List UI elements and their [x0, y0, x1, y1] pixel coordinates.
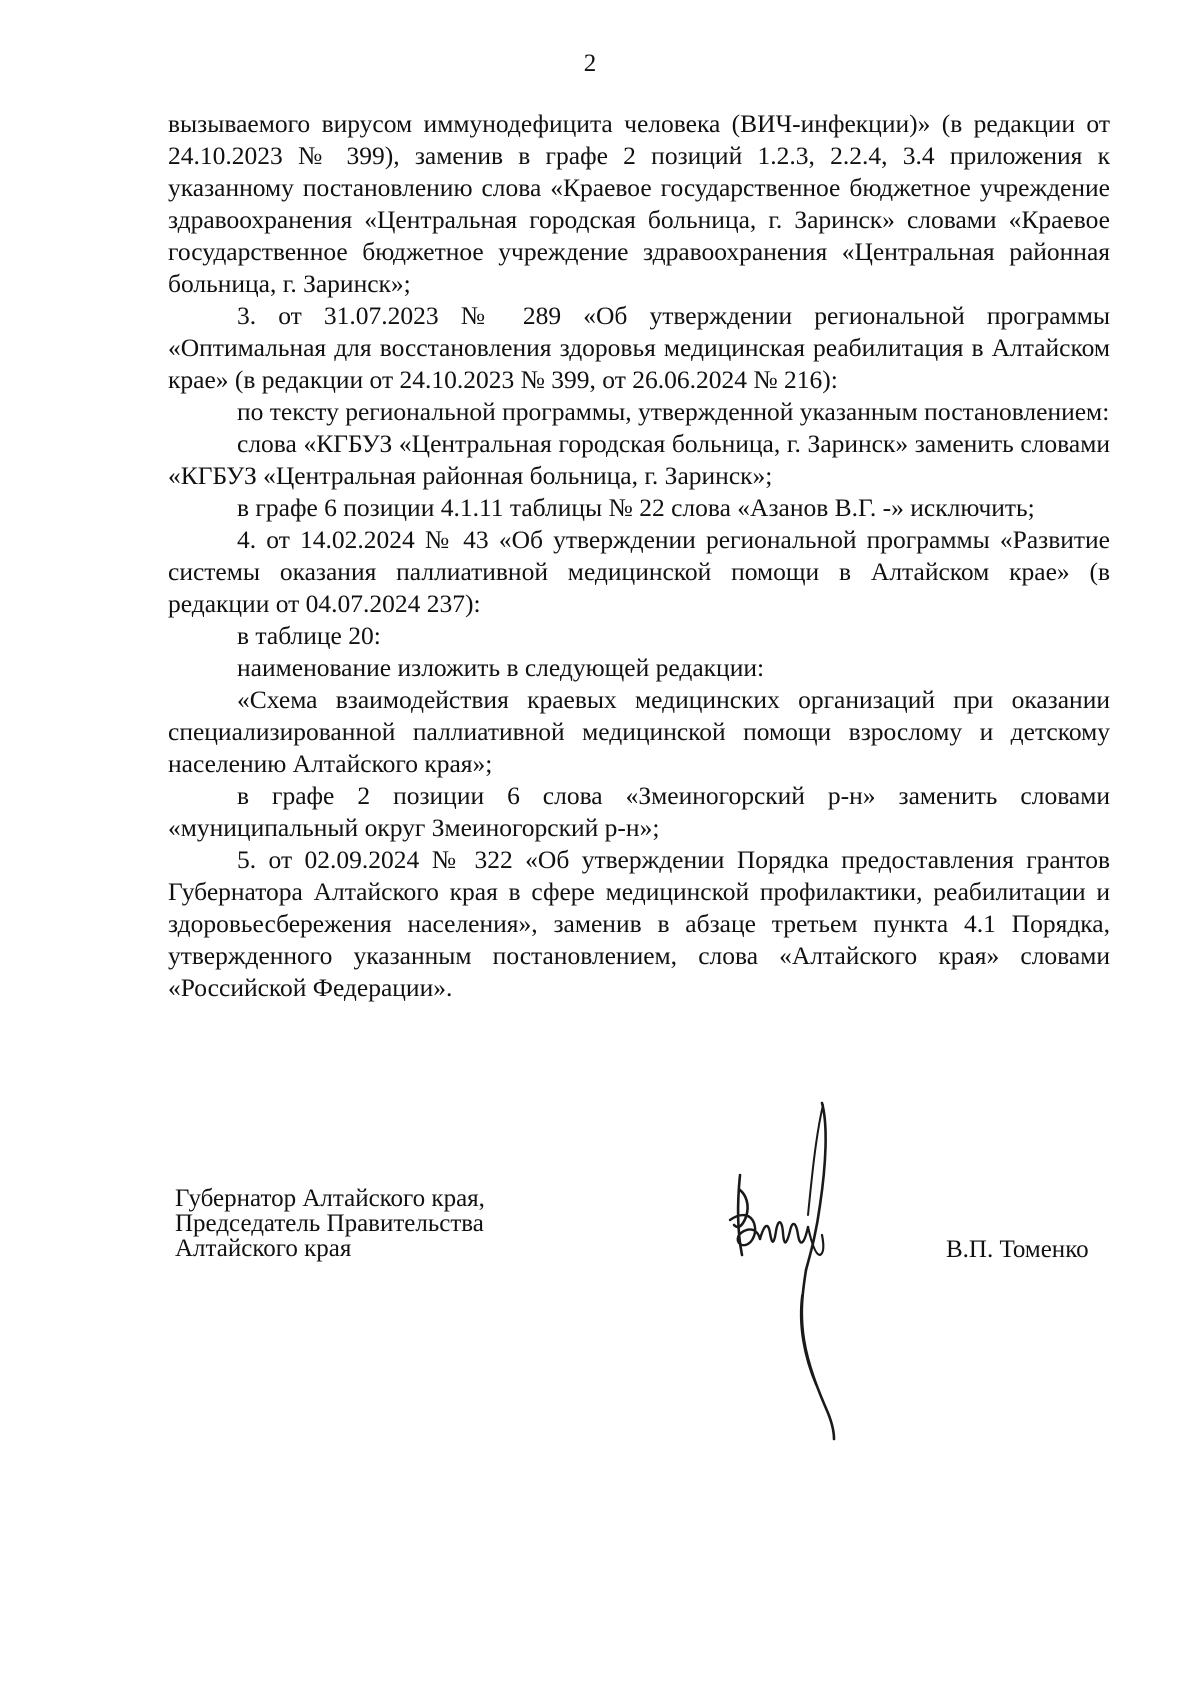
- paragraph: в графе 2 позиции 6 слова «Змеиногорский р-н» заменить словами «муниципальный округ Змеиногорский р-н»;: [168, 781, 1110, 842]
- paragraph: 4. от 14.02.2024 № 43 «Об утверждении региональной программы «Развитие системы оказания паллиативной медицинской помощи в Алтайском крае» (в редакции от 04.07.2024 237):: [168, 525, 1110, 618]
- signer-position-line: Председатель Правительства: [175, 1210, 484, 1237]
- paragraph: вызываемого вирусом иммунодефицита человека (ВИЧ-инфекции)» (в редакции от 24.10.2023 № 399), заменив в графе 2 позиций 1.2.3, 2.2.4, 3.4 приложения к указанному постановлению слова «Краевое государственное бюджетное учреждение здравоохранения «Центральная городская больница, г. Заринск» словами «Краевое государственное бюджетное учреждение здравоохранения «Центральная районная больница, г. Заринск»;: [168, 109, 1110, 298]
- document-body: [168, 108, 1110, 1004]
- paragraph: по тексту региональной программы, утвержденной указанным постановлением:: [237, 397, 1110, 426]
- handwritten-signature: [720, 1095, 860, 1455]
- page-number: 2: [583, 50, 597, 77]
- signer-name: В.П. Томенко: [946, 1236, 1089, 1263]
- paragraph: «Схема взаимодействия краевых медицинских организаций при оказании специализированной паллиативной медицинской помощи взрослому и детскому населению Алтайского края»;: [168, 685, 1110, 778]
- paragraph: 3. от 31.07.2023 № 289 «Об утверждении региональной программы «Оптимальная для восстановления здоровья медицинская реабилитация в Алтайском крае» (в редакции от 24.10.2023 № 399, от 26.06.2024 № 216):: [168, 301, 1110, 394]
- paragraph: 5. от 02.09.2024 № 322 «Об утверждении Порядка предоставления грантов Губернатора Алтайского края в сфере медицинской профилактики, реабилитации и здоровьесбережения населения», заменив в абзаце третьем пункта 4.1 Порядка, утвержденного указанным постановлением, слова «Алтайского края» словами «Российской Федерации».: [168, 845, 1110, 1002]
- signer-position-line: Алтайского края: [175, 1235, 352, 1262]
- signer-position-line: Губернатор Алтайского края,: [175, 1185, 485, 1212]
- paragraph: наименование изложить в следующей редакции:: [237, 653, 765, 682]
- paragraph: слова «КГБУЗ «Центральная городская больница, г. Заринск» заменить словами «КГБУЗ «Центральная районная больница, г. Заринск»;: [168, 429, 1110, 490]
- signer-position: [175, 1186, 485, 1261]
- paragraph: в таблице 20:: [237, 621, 381, 650]
- paragraph: в графе 6 позиции 4.1.11 таблицы № 22 слова «Азанов В.Г. -» исключить;: [237, 493, 1035, 522]
